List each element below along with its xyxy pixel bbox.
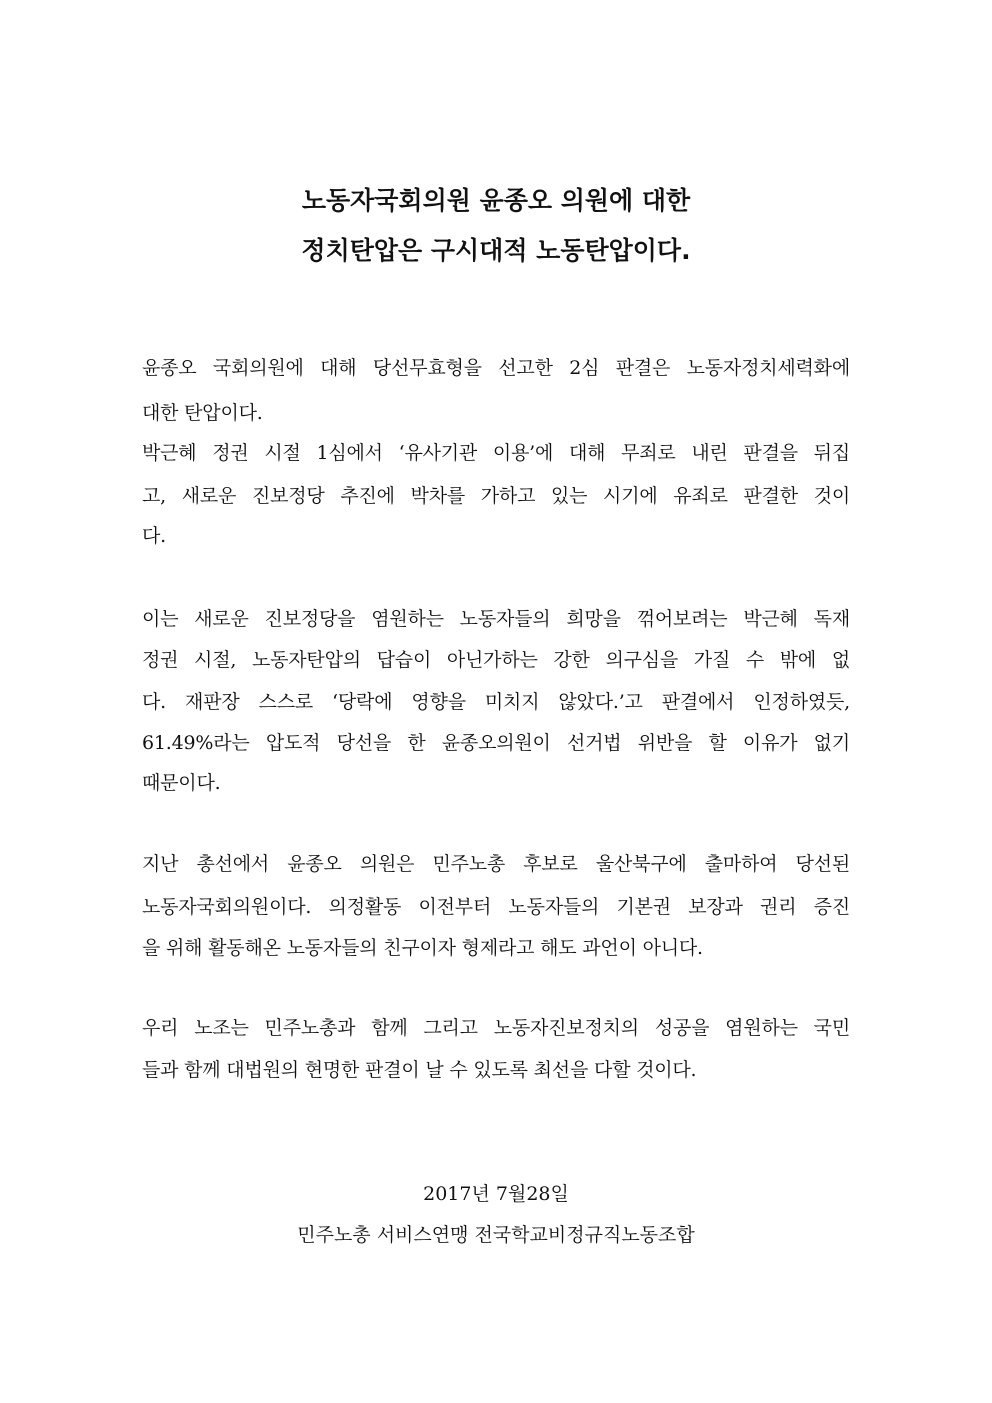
paragraph-4-line-2: 들과 함께 대법원의 현명한 판결이 날 수 있도록 최선을 다할 것이다. (142, 1059, 697, 1081)
paragraph-3-line-3: 을 위해 활동해온 노동자들의 친구이자 형제라고 해도 과언이 아니다. (142, 937, 703, 959)
paragraph-2-line-2: 정권 시절, 노동자탄압의 답습이 아닌가하는 강한 의구심을 가질 수 밖에 없 (142, 649, 850, 671)
paragraph-2-line-5: 때문이다. (142, 772, 221, 794)
paragraph-2-line-3: 다. 재판장 스스로 ‘당락에 영향을 미치지 않았다.’고 판결에서 인정하였듯, (142, 691, 850, 713)
paragraph-1-line-4: 고, 새로운 진보정당 추진에 박차를 가하고 있는 시기에 유죄로 판결한 것이 (142, 485, 850, 507)
paragraph-1-line-5: 다. (142, 525, 166, 547)
paragraph-4-line-1: 우리 노조는 민주노총과 함께 그리고 노동자진보정치의 성공을 염원하는 국민 (142, 1017, 850, 1039)
paragraph-2-line-1: 이는 새로운 진보정당을 염원하는 노동자들의 희망을 꺾어보려는 박근혜 독재 (142, 608, 850, 630)
paragraph-1-line-1: 윤종오 국회의원에 대해 당선무효형을 선고한 2심 판결은 노동자정치세력화에 (142, 357, 850, 379)
document-date: 2017년 7월28일 (423, 1183, 569, 1205)
paragraph-2-line-4: 61.49%라는 압도적 당선을 한 윤종오의원이 선거법 위반을 할 이유가 없기 (142, 732, 850, 754)
paragraph-3-line-2: 노동자국회의원이다. 의정활동 이전부터 노동자들의 기본권 보장과 권리 증진 (142, 896, 850, 918)
issuing-organization: 민주노총 서비스연맹 전국학교비정규직노동조합 (297, 1224, 695, 1246)
paragraph-3-line-1: 지난 총선에서 윤종오 의원은 민주노총 후보로 울산북구에 출마하여 당선된 (142, 853, 850, 875)
paragraph-1-line-2: 대한 탄압이다. (142, 402, 263, 424)
paragraph-1-line-3: 박근혜 정권 시절 1심에서 ‘유사기관 이용’에 대해 무죄로 내린 판결을 뒤집 (142, 442, 850, 464)
title-line-2: 정치탄압은 구시대적 노동탄압이다. (301, 236, 691, 265)
title-line-1: 노동자국회의원 윤종오 의원에 대한 (301, 186, 691, 215)
